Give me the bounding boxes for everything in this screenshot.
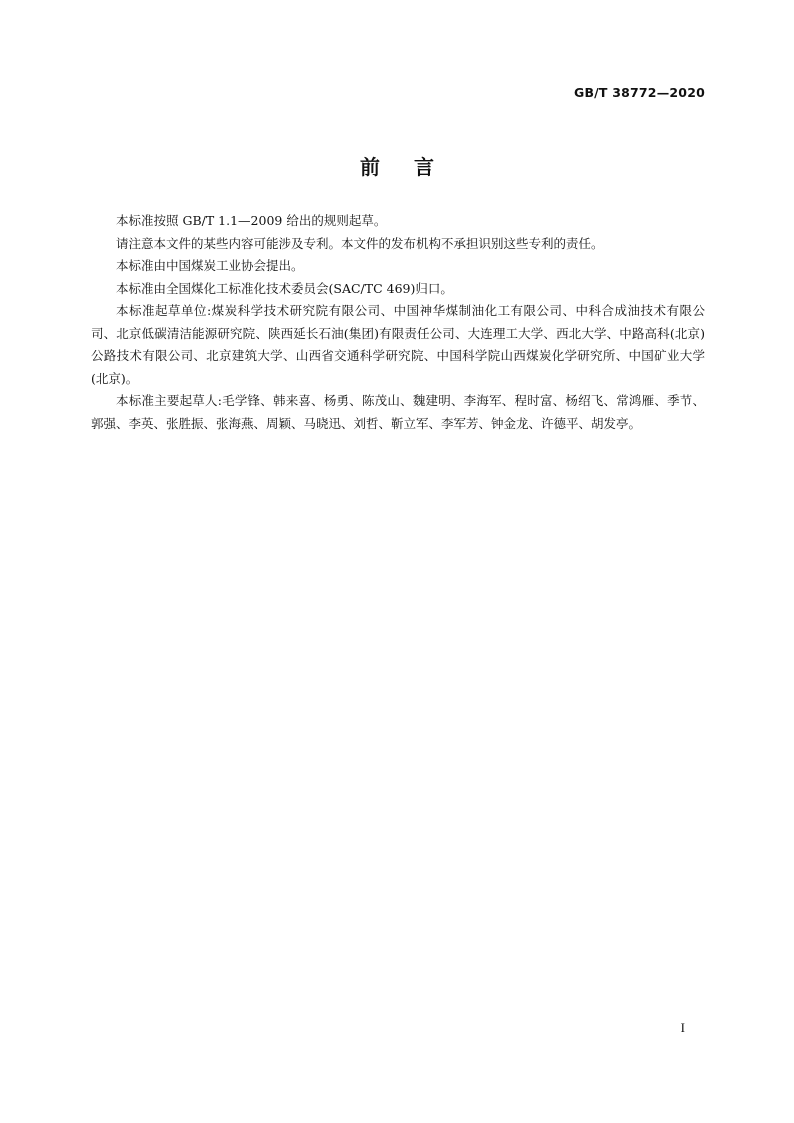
document-body [91, 210, 705, 435]
paragraph-drafting-rules: 本标准按照 GB/T 1.1—2009 给出的规则起草。 [116, 213, 387, 228]
paragraph-drafting-organizations: 本标准起草单位:煤炭科学技术研究院有限公司、中国神华煤制油化工有限公司、中科合成油技术有限公司、北京低碳清洁能源研究院、陕西延长石油(集团)有限责任公司、大连理工大学、西北大学、中路高科(北京)公路技术有限公司、北京建筑大学、山西省交通科学研究院、中国科学院山西煤炭化学研究所、中国矿业大学(北京)。 [91, 303, 705, 386]
paragraph-proposed-by: 本标准由中国煤炭工业协会提出。 [116, 258, 304, 273]
paragraph-managed-by: 本标准由全国煤化工标准化技术委员会(SAC/TC 469)归口。 [116, 280, 453, 296]
paragraph-drafters: 本标准主要起草人:毛学锋、韩来喜、杨勇、陈茂山、魏建明、李海军、程时富、杨绍飞、常鸿雁、季节、郭强、李英、张胜振、张海燕、周颖、马晓迅、刘哲、靳立军、李军芳、钟金龙、许德平、胡发亭。 [91, 393, 705, 431]
page-title: 前言 [360, 155, 468, 179]
paragraph-patent-notice: 请注意本文件的某些内容可能涉及专利。本文件的发布机构不承担识别这些专利的责任。 [116, 235, 604, 251]
page-number: I [680, 1020, 685, 1035]
standard-number: GB/T 38772—2020 [573, 85, 705, 100]
